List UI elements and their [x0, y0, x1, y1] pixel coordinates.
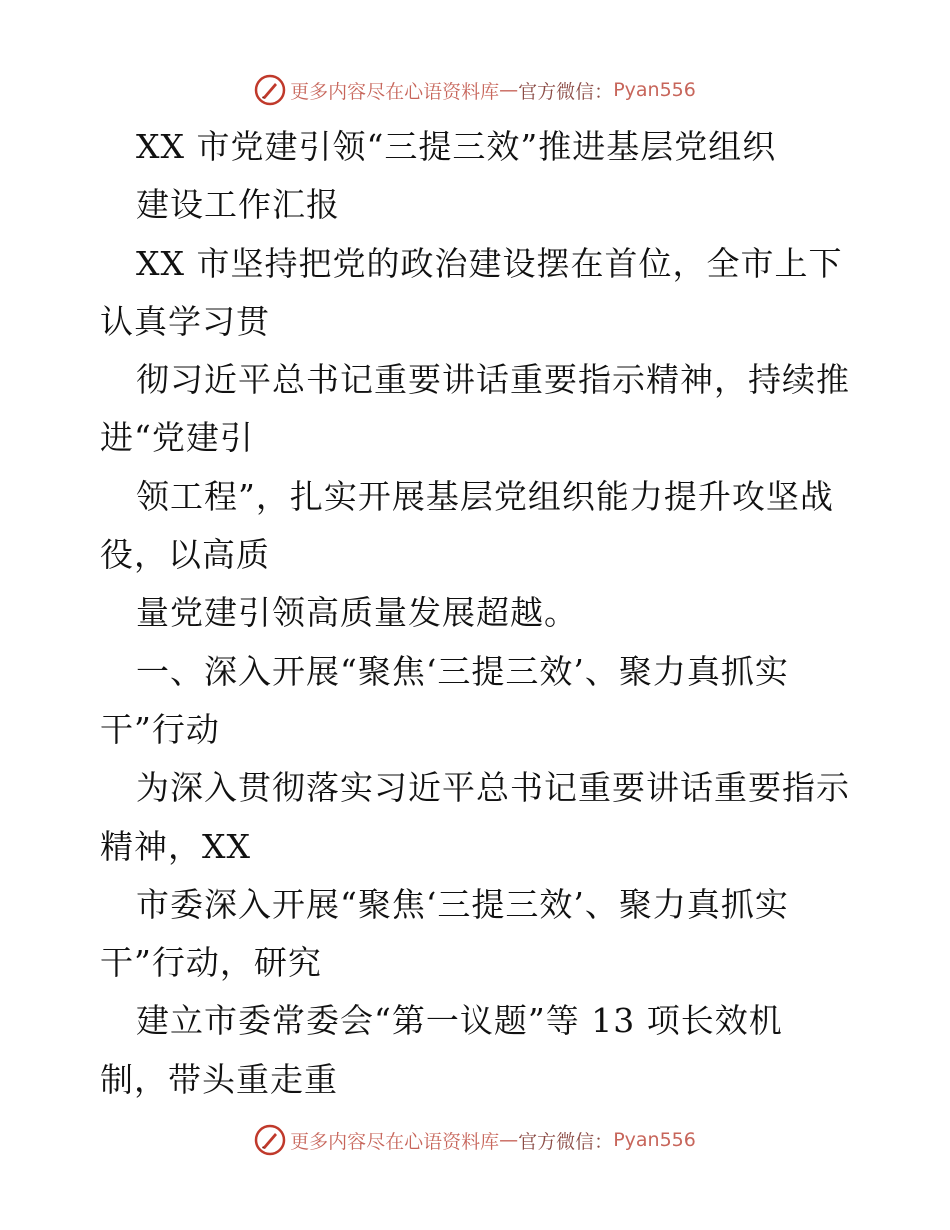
- document-line: 彻习近平总书记重要讲话重要指示精神，持续推: [136, 360, 850, 400]
- footer-watermark-banner: [0, 1120, 950, 1160]
- document-line: 精神，XX: [100, 826, 251, 866]
- footer-wechat-id: Pyan556: [613, 1129, 696, 1151]
- header-dash: —: [499, 79, 519, 101]
- document-line: 认真学习贯: [100, 301, 270, 341]
- document-line: XX 市坚持把党的政治建设摆在首位，全市上下: [136, 243, 843, 283]
- document-line: 建设工作汇报: [136, 185, 340, 225]
- quill-logo-icon: [254, 74, 286, 106]
- document-line: 领工程”，扎实开展基层党组织能力提升攻坚战: [136, 476, 834, 516]
- document-line: 役，以高质: [100, 535, 270, 575]
- document-line: 建立市委常委会“第一议题”等 13 项长效机: [136, 1001, 783, 1041]
- document-line: 为深入贯彻落实习近平总书记重要讲话重要指示: [136, 768, 850, 808]
- document-line: XX 市党建引领“三提三效”推进基层党组织: [136, 127, 777, 166]
- document-body: [100, 118, 860, 1109]
- quill-logo-icon: [254, 1124, 286, 1156]
- header-site-text: 更多内容尽在心语资料库: [290, 80, 500, 103]
- document-line: 干”行动，研究: [100, 943, 322, 983]
- document-line: 干”行动: [100, 709, 220, 749]
- footer-official-label: 官方微信：: [518, 1130, 614, 1153]
- header-watermark-banner: [0, 70, 950, 110]
- document-line: 进“党建引: [100, 418, 254, 458]
- document-line: 市委深入开展“聚焦‘三提三效’、聚力真抓实: [136, 884, 789, 924]
- header-wechat-id: Pyan556: [613, 79, 696, 101]
- footer-site-text: 更多内容尽在心语资料库: [290, 1130, 500, 1153]
- document-line: 量党建引领高质量发展超越。: [136, 593, 578, 633]
- header-official-label: 官方微信：: [518, 80, 614, 103]
- footer-dash: —: [499, 1129, 519, 1151]
- document-line: 一、深入开展“聚焦‘三提三效’、聚力真抓实: [136, 651, 789, 691]
- document-line: 制，带头重走重: [100, 1059, 338, 1099]
